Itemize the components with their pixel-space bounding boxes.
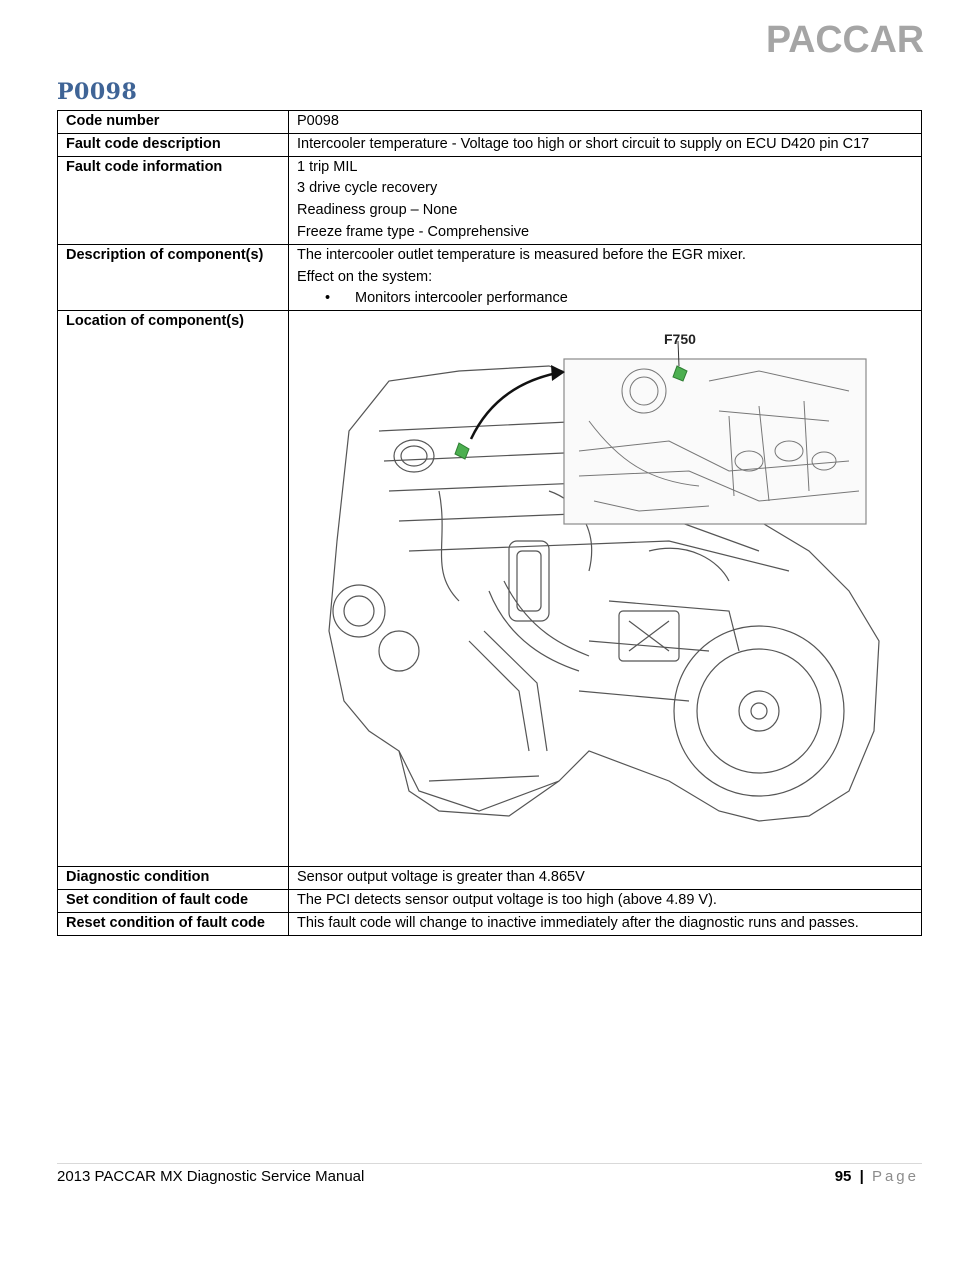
footer-manual-title: 2013 PACCAR MX Diagnostic Service Manual <box>57 1168 365 1185</box>
bullet-text: Monitors intercooler performance <box>355 290 568 307</box>
table-row <box>58 133 922 156</box>
description-line: The intercooler outlet temperature is measured before the EGR mixer. <box>297 246 746 263</box>
table-row <box>58 912 922 935</box>
row-value: The PCI detects sensor output voltage is too high (above 4.89 V). <box>289 889 922 912</box>
info-line: 3 drive cycle recovery <box>297 180 438 197</box>
row-label: Fault code information <box>58 156 289 244</box>
page-word: Page <box>871 1168 919 1185</box>
row-value <box>289 244 922 310</box>
table-row <box>58 889 922 912</box>
svg-text:PACCAR: PACCAR <box>766 20 924 56</box>
table-row <box>58 867 922 890</box>
row-value: Sensor output voltage is greater than 4.865V <box>289 867 922 890</box>
row-value: Intercooler temperature - Voltage too high or short circuit to supply on ECU D420 pin C17 <box>289 133 922 156</box>
bullet-icon: • <box>325 290 331 307</box>
row-label: Diagnostic condition <box>58 867 289 890</box>
footer-separator: | <box>859 1168 864 1185</box>
row-value <box>289 156 922 244</box>
info-line: 1 trip MIL <box>297 158 358 175</box>
fault-code-table <box>57 110 922 936</box>
footer-page-info <box>835 1168 919 1185</box>
table-row <box>58 156 922 244</box>
component-callout-label: F750 <box>664 331 696 348</box>
row-value: P0098 <box>289 111 922 134</box>
table-row <box>58 244 922 310</box>
engine-illustration <box>289 311 921 864</box>
row-label: Set condition of fault code <box>58 889 289 912</box>
row-label: Reset condition of fault code <box>58 912 289 935</box>
table-row <box>58 311 922 867</box>
row-label: Code number <box>58 111 289 134</box>
bullet-item <box>297 288 913 310</box>
description-line: Effect on the system: <box>297 268 433 285</box>
row-label: Location of component(s) <box>58 311 289 867</box>
page-number: 95 <box>834 1168 852 1185</box>
row-label: Description of component(s) <box>58 244 289 310</box>
info-line: Readiness group – None <box>297 202 458 219</box>
row-value <box>289 311 922 867</box>
row-value: This fault code will change to inactive immediately after the diagnostic runs and passes. <box>289 912 922 935</box>
page-title: P0098 <box>57 79 138 105</box>
row-label: Fault code description <box>58 133 289 156</box>
table-row <box>58 111 922 134</box>
paccar-logo <box>766 20 924 56</box>
footer-divider <box>57 1163 922 1164</box>
engine-figure <box>289 311 921 864</box>
info-line: Freeze frame type - Comprehensive <box>297 223 530 240</box>
